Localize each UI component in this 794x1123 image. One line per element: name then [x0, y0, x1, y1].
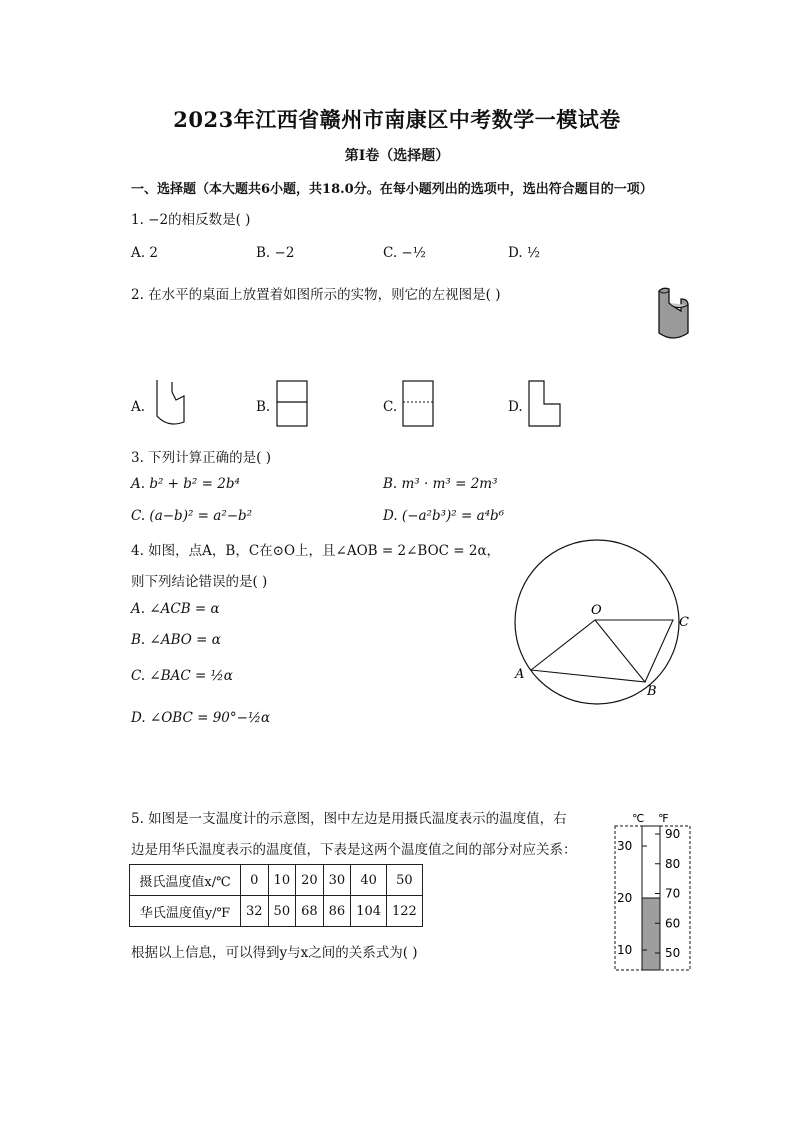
table-cell: 68	[296, 896, 324, 927]
q4-option-c: C. ∠BAC = ½α	[131, 668, 233, 684]
label-c: C	[679, 615, 689, 630]
q3-option-c: C. (a−b)² = a²−b²	[131, 508, 253, 524]
label-a: A	[515, 667, 525, 682]
table-cell: 50	[268, 896, 296, 927]
section-heading: 一、选择题（本大题共6小题，共18.0分。在每小题列出的选项中，选出符合题目的一项）	[131, 182, 653, 197]
table-row-label: 摄氏温度值x/℃	[130, 865, 241, 896]
table-cell: 32	[241, 896, 269, 927]
q2-option-a-figure	[154, 378, 190, 428]
q2-stem: 2. 在水平的桌面上放置着如图所示的实物，则它的左视图是( )	[131, 287, 501, 303]
q4-stem-line1: 4. 如图，点A，B，C在⊙O上，且∠AOB = 2∠BOC = 2α，	[131, 543, 501, 559]
q1-option-b: B. −2	[256, 245, 295, 261]
table-cell: 30	[323, 865, 351, 896]
q4-stem-line2: 则下列结论错误的是( )	[131, 574, 268, 590]
conversion-table	[129, 864, 423, 927]
table-cell: 86	[323, 896, 351, 927]
q3-option-d: D. (−a²b³)² = a⁴b⁶	[383, 508, 505, 524]
q2-option-d-figure	[528, 380, 564, 428]
celsius-tick-label: 10	[617, 943, 633, 957]
q1-option-a: A. 2	[131, 245, 158, 261]
q2-option-b: B.	[256, 399, 271, 415]
table-cell: 0	[241, 865, 269, 896]
q2-option-c: C.	[383, 399, 398, 415]
q3-option-b: B. m³ · m³ = 2m³	[383, 476, 498, 492]
table-row-celsius	[130, 865, 423, 896]
celsius-tick-label: 30	[617, 839, 633, 853]
celsius-tick-label: 20	[617, 891, 633, 905]
q4-option-d: D. ∠OBC = 90°−½α	[131, 710, 271, 726]
q2-option-a: A.	[131, 399, 146, 415]
q4-circle-figure	[505, 538, 705, 708]
table-cell: 10	[268, 865, 296, 896]
q3-option-a: A. b² + b² = 2b⁴	[131, 476, 240, 492]
table-row-fahrenheit	[130, 896, 423, 927]
table-cell: 104	[351, 896, 387, 927]
q2-solid-object-figure	[654, 283, 694, 343]
q2-option-d: D.	[508, 399, 523, 415]
thermometer-mercury	[642, 898, 660, 970]
q1-option-d: D. ½	[508, 245, 541, 261]
thermometer-figure	[612, 808, 694, 973]
table-row-label: 华氏温度值y/℉	[130, 896, 241, 927]
q5-question: 根据以上信息，可以得到y与x之间的关系式为( )	[131, 945, 418, 961]
table-cell: 20	[296, 865, 324, 896]
q4-option-b: B. ∠ABO = α	[131, 632, 221, 648]
q2-option-b-figure	[276, 380, 310, 428]
q5-stem-line1: 5. 如图是一支温度计的示意图，图中左边是用摄氏温度表示的温度值，右	[131, 811, 567, 827]
fahrenheit-tick-label: 80	[665, 856, 681, 871]
fahrenheit-tick-label: 50	[665, 946, 681, 960]
label-o: O	[591, 603, 602, 618]
table-cell: 122	[387, 896, 423, 927]
fahrenheit-tick-label: 60	[665, 916, 681, 931]
fahrenheit-unit: ℉	[658, 812, 669, 825]
page-title: 2023年江西省赣州市南康区中考数学一模试卷	[173, 107, 621, 132]
table-cell: 40	[351, 865, 387, 896]
q5-stem-line2: 边是用华氏温度表示的温度值，下表是这两个温度值之间的部分对应关系：	[131, 842, 577, 858]
label-b: B	[647, 684, 657, 699]
part-subtitle: 第Ⅰ卷（选择题）	[344, 148, 450, 164]
q1-option-c: C. −½	[383, 245, 426, 261]
fahrenheit-tick-label: 90	[665, 827, 681, 841]
q4-option-a: A. ∠ACB = α	[131, 601, 220, 617]
q3-stem: 3. 下列计算正确的是( )	[131, 450, 271, 466]
table-cell: 50	[387, 865, 423, 896]
celsius-unit: ℃	[632, 812, 645, 825]
fahrenheit-tick-label: 70	[665, 886, 681, 901]
triangle-aob	[531, 620, 645, 682]
q1-stem: 1. −2的相反数是( )	[131, 212, 251, 228]
q2-option-c-figure	[402, 380, 436, 428]
